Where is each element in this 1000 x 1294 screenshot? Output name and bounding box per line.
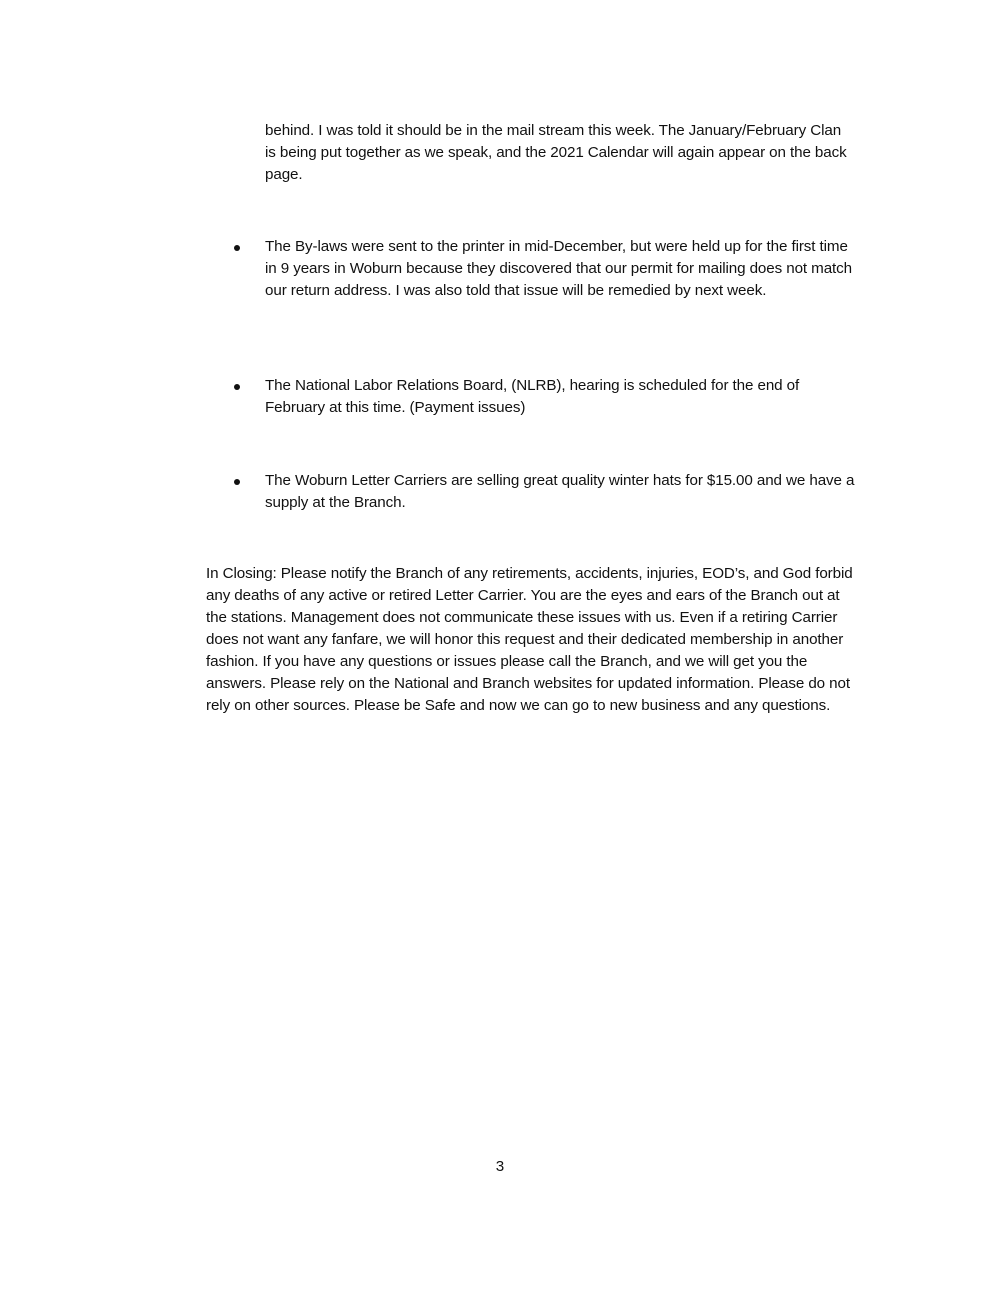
bullet-icon (234, 384, 240, 390)
bullet-icon (234, 245, 240, 251)
bullet-text: The National Labor Relations Board, (NLRB), hearing is scheduled for the end of February at this time. (Payment issues) (265, 377, 800, 416)
bullet-icon (234, 479, 240, 485)
bullet-text: The By-laws were sent to the printer in mid-December, but were held up for the first time in 9 years in Woburn because they discovered that our permit for mailing does not match our return address. I was also told that issue will be remedied by next week. (265, 238, 853, 299)
closing-paragraph: In Closing: Please notify the Branch of any retirements, accidents, injuries, EOD’s, and God forbid any deaths of any active or retired Letter Carrier. You are the eyes and ears of the Branch out at the stations. Management does not communicate these issues with us. Even if a retiring Carrier does not want any fanfare, we will honor this request and their dedicated membership in another fashion. If you have any questions or issues please call the Branch, and we will get you the answers. Please rely on the National and Branch websites for updated information. Please do not rely on other sources. Please be Safe and now we can go to new business and any questions. (206, 565, 853, 714)
page-number: 3 (495, 1158, 505, 1175)
continuation-paragraph: behind. I was told it should be in the mail stream this week. The January/February Clan is being put together as we speak, and the 2021 Calendar will again appear on the back page. (265, 122, 847, 183)
bullet-text: The Woburn Letter Carriers are selling great quality winter hats for $15.00 and we have a supply at the Branch. (265, 472, 855, 511)
